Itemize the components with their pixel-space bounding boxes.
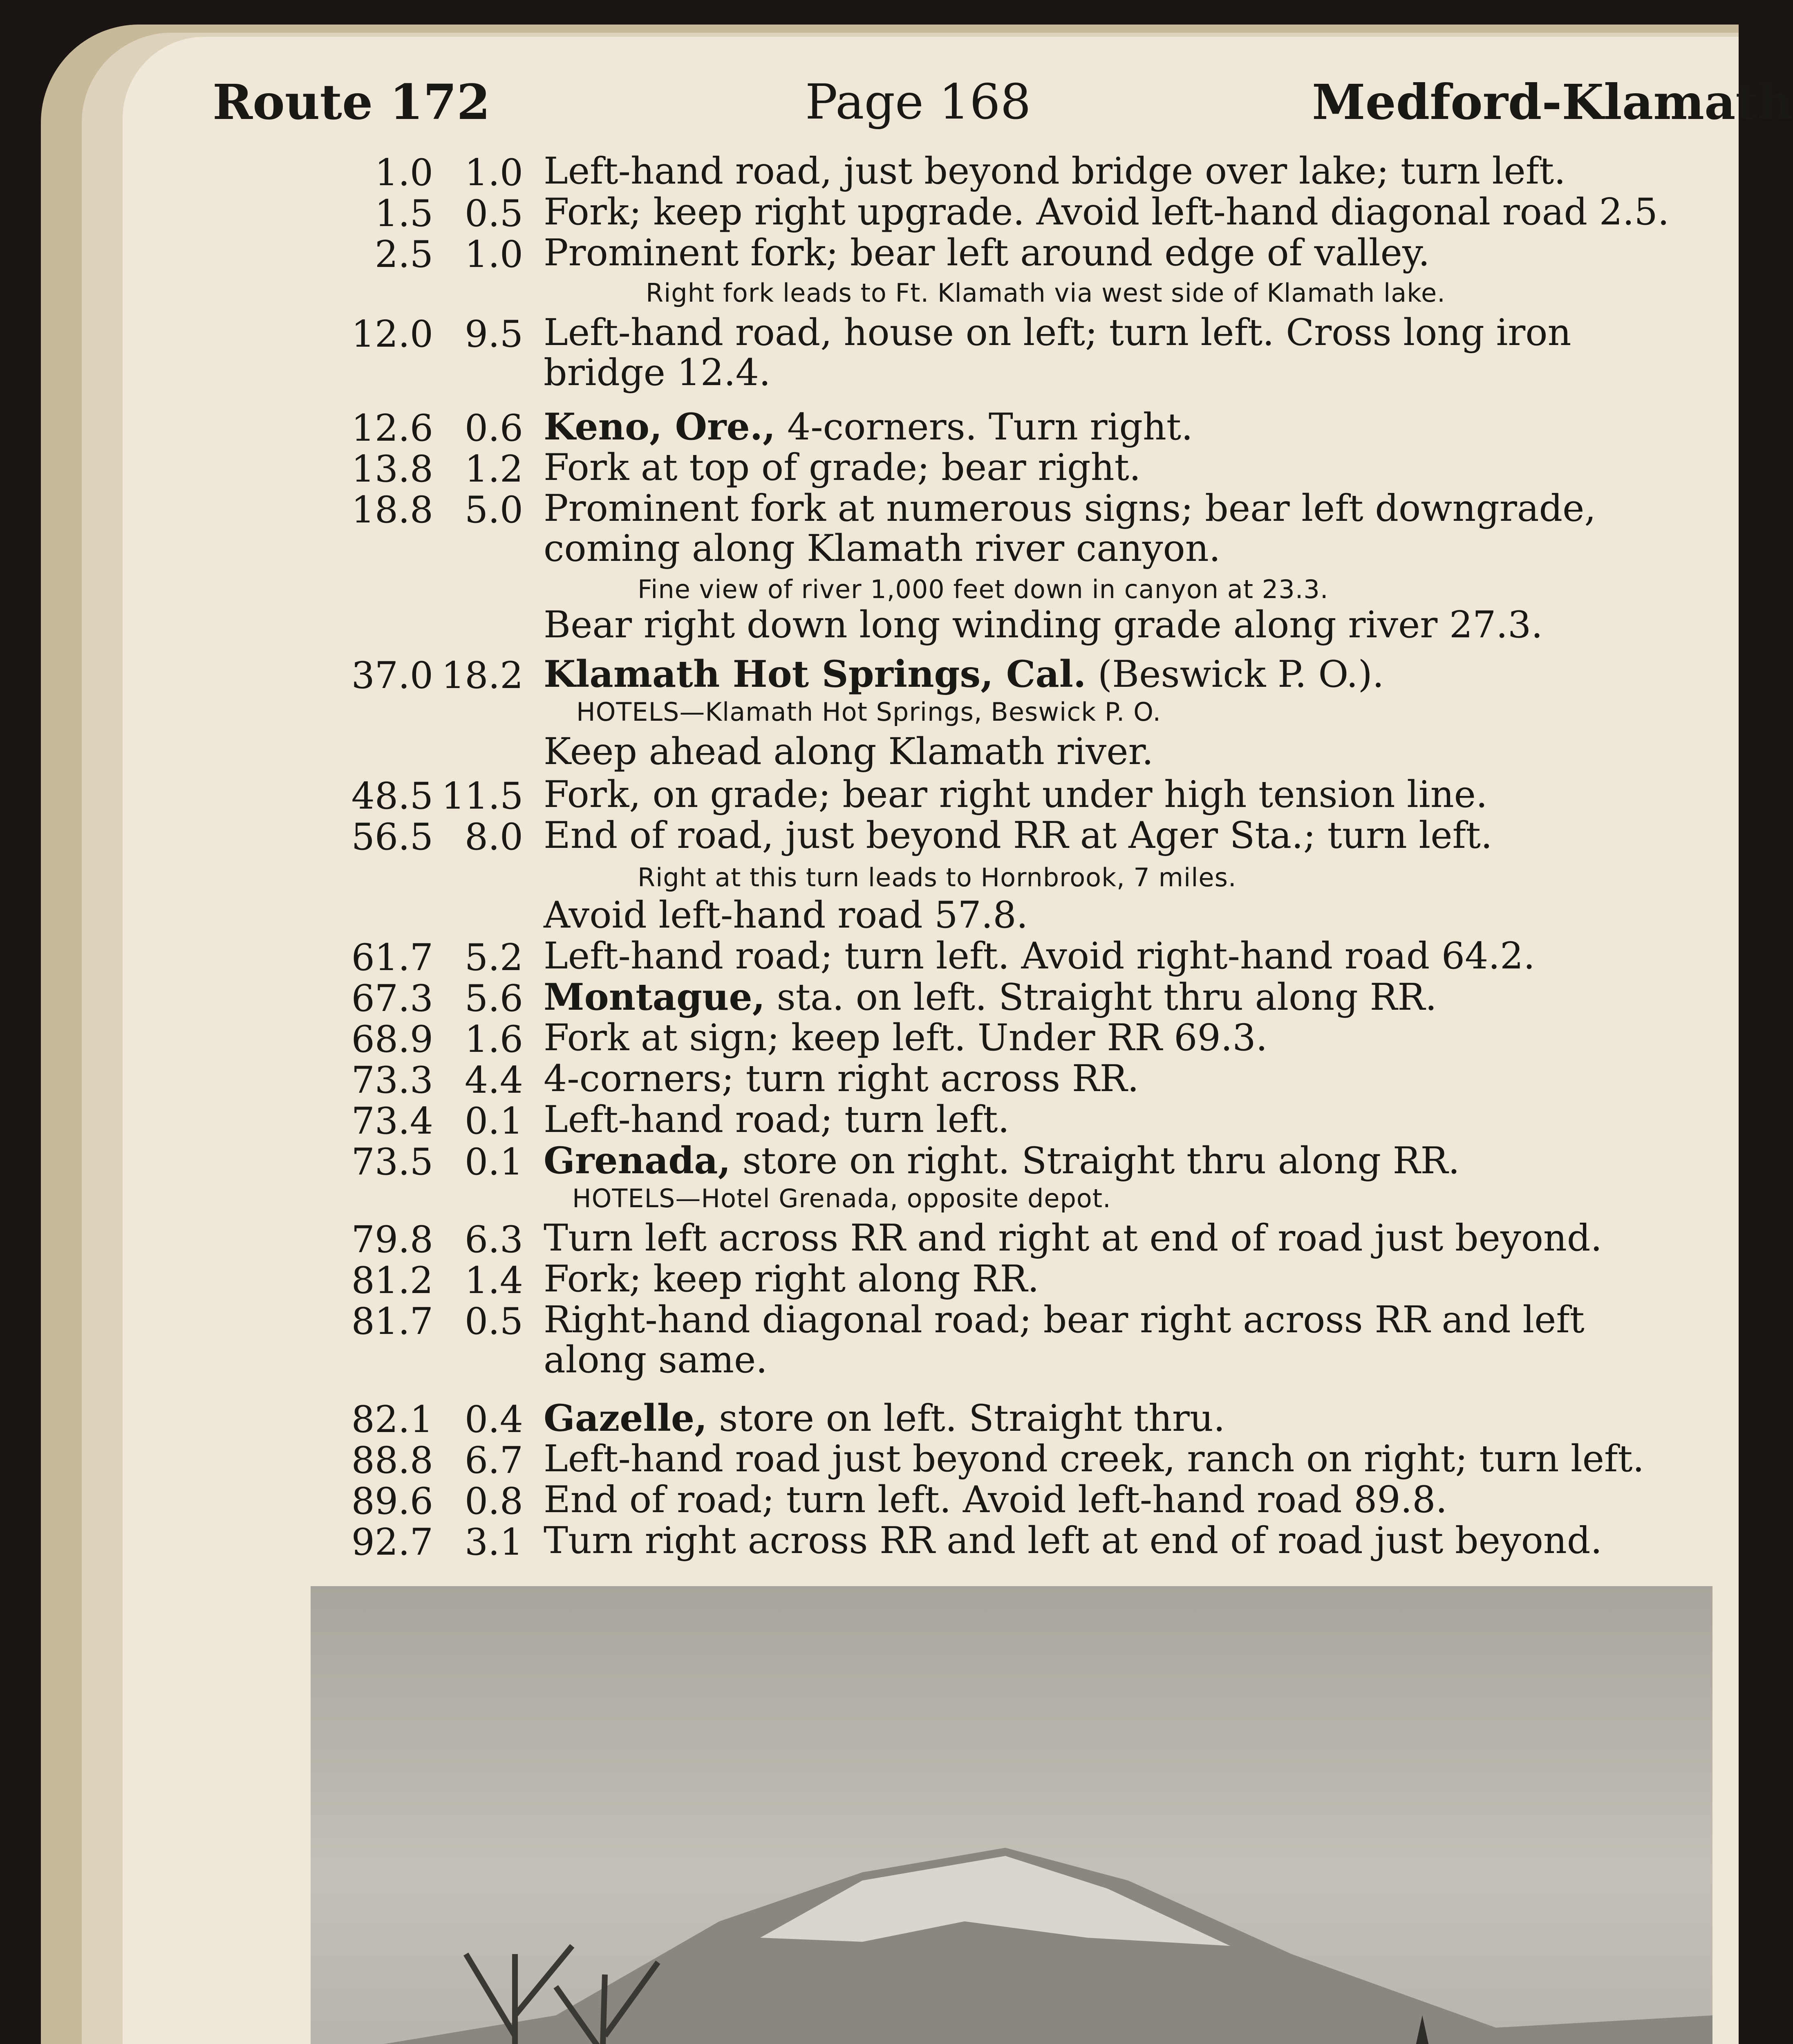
cumulative-mileage: 73.3: [351, 1059, 433, 1102]
place-name: Keno, Ore.,: [544, 405, 776, 448]
route-entry: [0, 192, 1739, 233]
hotel-note: HOTELS—Hotel Grenada, opposite depot.: [572, 1183, 1111, 1213]
route-entry: [0, 1439, 1739, 1480]
cumulative-mileage: 67.3: [351, 977, 433, 1020]
interval-mileage: 6.3: [464, 1218, 523, 1261]
interval-mileage: 5.0: [464, 489, 523, 531]
entry-text: store on right. Straight thru along RR.: [730, 1139, 1460, 1182]
interval-mileage: 1.0: [464, 151, 523, 194]
interval-mileage: 1.0: [464, 233, 523, 276]
entry-text: Avoid left-hand road 57.8.: [544, 894, 1028, 937]
cumulative-mileage: 1.0: [374, 151, 433, 194]
entry-text: Fork; keep right upgrade. Avoid left-hand diagonal road 2.5.: [544, 191, 1670, 233]
route-entry: [0, 936, 1739, 977]
entry-text: 4-corners. Turn right.: [775, 406, 1193, 448]
cumulative-mileage: 68.9: [351, 1018, 433, 1061]
route-entry: [0, 1059, 1739, 1100]
page-header: [213, 74, 1793, 135]
cumulative-mileage: 73.5: [351, 1141, 433, 1183]
entry-continuation: coming along Klamath river canyon.: [544, 527, 1221, 570]
interval-mileage: 11.5: [441, 775, 524, 818]
route-entry: [0, 448, 1739, 489]
cumulative-mileage: 92.7: [351, 1521, 433, 1564]
entry-text: End of road, just beyond RR at Ager Sta.; turn left.: [544, 814, 1493, 857]
place-name: Grenada,: [544, 1139, 731, 1182]
interval-mileage: 0.5: [464, 192, 523, 235]
route-note: Right at this turn leads to Hornbrook, 7 miles.: [638, 863, 1237, 892]
route-entry: [0, 1018, 1739, 1059]
entry-text: Fork, on grade; bear right under high tension line.: [544, 773, 1488, 816]
entry-text: Fork at sign; keep left. Under RR 69.3.: [544, 1016, 1268, 1059]
interval-mileage: 1.6: [464, 1018, 523, 1061]
route-entry: [0, 605, 1739, 646]
place-name: Montague,: [544, 975, 765, 1019]
route-entry: [0, 1259, 1739, 1300]
entry-text: Left-hand road, house on left; turn left. Cross long iron: [544, 311, 1571, 354]
cumulative-mileage: 81.7: [351, 1300, 433, 1343]
entry-text: (Beswick P. O.).: [1086, 653, 1384, 696]
interval-mileage: 1.4: [464, 1259, 523, 1302]
interval-mileage: 9.5: [464, 313, 523, 356]
hotel-note: HOTELS—Klamath Hot Springs, Beswick P. O.: [576, 697, 1162, 727]
photograph-mt-shasta-car: [311, 1586, 1712, 2044]
entry-text: Left-hand road, just beyond bridge over lake; turn left.: [544, 150, 1566, 193]
route-title: Medford-Klamath: [1312, 74, 1793, 130]
interval-mileage: 5.2: [464, 936, 523, 979]
entry-text: 4-corners; turn right across RR.: [544, 1057, 1139, 1100]
cumulative-mileage: 48.5: [351, 775, 433, 818]
route-entry: [0, 1398, 1739, 1439]
place-name: Klamath Hot Springs, Cal.: [544, 652, 1086, 696]
route-entry: [0, 732, 1739, 773]
interval-mileage: 18.2: [441, 654, 524, 697]
route-entry: [0, 1300, 1739, 1382]
entry-text: Fork; keep right along RR.: [544, 1257, 1039, 1300]
route-entry: [0, 1100, 1739, 1141]
route-entry: [0, 895, 1739, 936]
cumulative-mileage: 82.1: [351, 1398, 433, 1441]
interval-mileage: 0.8: [464, 1480, 523, 1523]
interval-mileage: 0.1: [464, 1141, 523, 1183]
interval-mileage: 8.0: [464, 816, 523, 858]
route-entry: [0, 775, 1739, 816]
interval-mileage: 5.6: [464, 977, 523, 1020]
route-entry: [0, 1218, 1739, 1259]
entry-text: sta. on left. Straight thru along RR.: [765, 976, 1437, 1019]
entry-text: Bear right down long winding grade along river 27.3.: [544, 603, 1543, 646]
cumulative-mileage: 61.7: [351, 936, 433, 979]
interval-mileage: 6.7: [464, 1439, 523, 1482]
entry-text: Right-hand diagonal road; bear right across RR and left: [544, 1298, 1585, 1341]
interval-mileage: 1.2: [464, 448, 523, 491]
entry-text: Left-hand road; turn left.: [544, 1098, 1010, 1141]
interval-mileage: 0.1: [464, 1100, 523, 1143]
cumulative-mileage: 88.8: [351, 1439, 433, 1482]
entry-text: Keep ahead along Klamath river.: [544, 730, 1154, 773]
cumulative-mileage: 56.5: [351, 816, 433, 858]
entry-continuation: bridge 12.4.: [544, 351, 771, 394]
entry-text: Left-hand road; turn left. Avoid right-hand road 64.2.: [544, 935, 1535, 977]
route-entry: [0, 1521, 1739, 1562]
entry-text: Turn left across RR and right at end of road just beyond.: [544, 1217, 1603, 1260]
cumulative-mileage: 1.5: [374, 192, 433, 235]
entry-text: Prominent fork; bear left around edge of valley.: [544, 231, 1430, 274]
interval-mileage: 3.1: [464, 1521, 523, 1564]
route-note: Right fork leads to Ft. Klamath via west side of Klamath lake.: [646, 278, 1446, 308]
interval-mileage: 0.4: [464, 1398, 523, 1441]
cumulative-mileage: 73.4: [351, 1100, 433, 1143]
entry-text: Left-hand road just beyond creek, ranch on right; turn left.: [544, 1437, 1645, 1480]
entry-continuation: along same.: [544, 1338, 768, 1381]
route-note: Fine view of river 1,000 feet down in canyon at 23.3.: [638, 574, 1329, 604]
route-entry: [0, 977, 1739, 1018]
cumulative-mileage: 89.6: [351, 1480, 433, 1523]
cumulative-mileage: 81.2: [351, 1259, 433, 1302]
interval-mileage: 0.6: [464, 407, 523, 450]
route-entry: [0, 654, 1739, 695]
cumulative-mileage: 18.8: [351, 489, 433, 531]
cumulative-mileage: 79.8: [351, 1218, 433, 1261]
route-entry: [0, 313, 1739, 394]
cumulative-mileage: 12.6: [351, 407, 433, 450]
route-number: Route 172: [213, 74, 490, 130]
page-number: Page 168: [805, 74, 1031, 130]
route-entry: [0, 1141, 1739, 1181]
interval-mileage: 0.5: [464, 1300, 523, 1343]
cumulative-mileage: 12.0: [351, 313, 433, 356]
entry-text: Fork at top of grade; bear right.: [544, 446, 1141, 489]
entry-text: End of road; turn left. Avoid left-hand road 89.8.: [544, 1478, 1448, 1521]
cumulative-mileage: 37.0: [351, 654, 433, 697]
entry-text: store on left. Straight thru.: [707, 1397, 1225, 1440]
route-entry: [0, 1480, 1739, 1521]
route-entry: [0, 816, 1739, 856]
interval-mileage: 4.4: [464, 1059, 523, 1102]
route-entry: [0, 489, 1739, 570]
place-name: Gazelle,: [544, 1396, 707, 1440]
route-entry: [0, 407, 1739, 448]
route-entry: [0, 151, 1739, 192]
cumulative-mileage: 13.8: [351, 448, 433, 491]
entry-text: Prominent fork at numerous signs; bear left downgrade,: [544, 487, 1596, 530]
cumulative-mileage: 2.5: [374, 233, 433, 276]
entry-text: Turn right across RR and left at end of road just beyond.: [544, 1519, 1603, 1562]
route-entry: [0, 233, 1739, 274]
